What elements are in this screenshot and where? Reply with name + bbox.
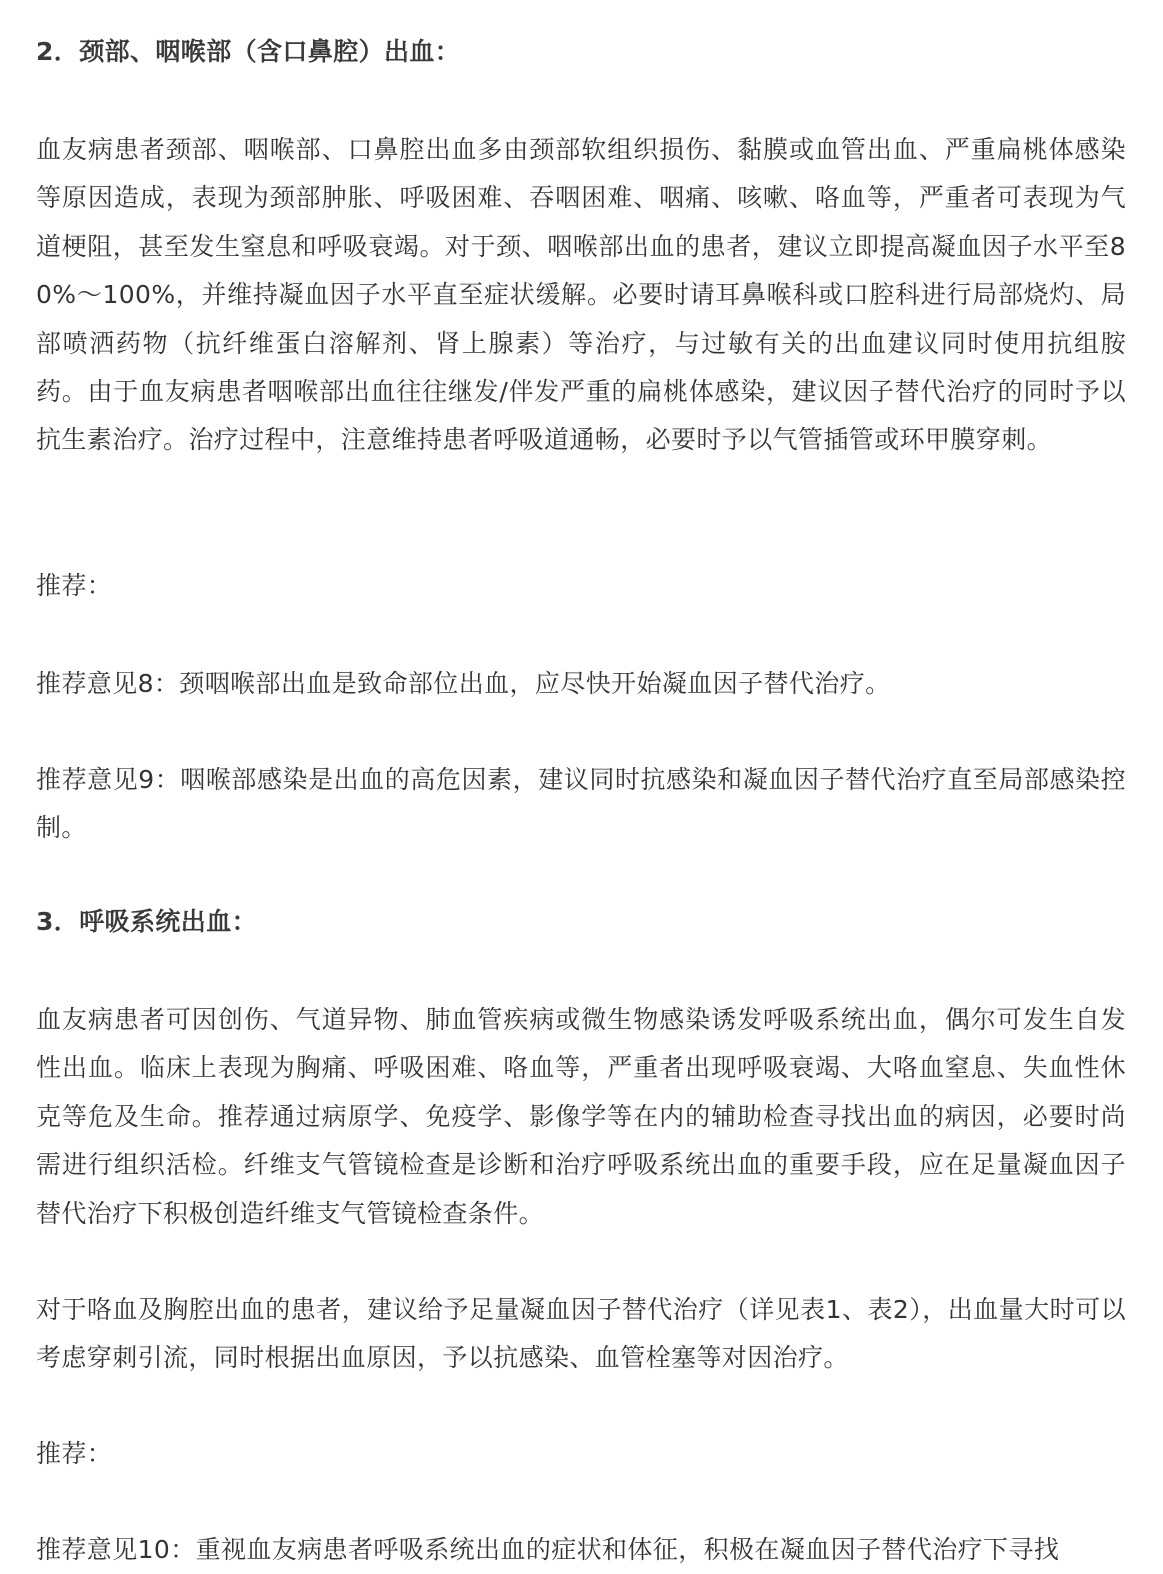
paragraph-text-after-links: ），出血量大时可以考虑穿刺引流，同时根据出血原因，予以抗感染、血管栓塞等对因治疗。: [36, 1295, 1126, 1373]
recommendation-8: 推荐意见8：颈咽喉部出血是致命部位出血，应尽快开始凝血因子替代治疗。: [36, 669, 891, 698]
paragraph-hemoptysis-treatment: [36, 1286, 1126, 1383]
paragraph-text-before-links: 对于咯血及胸腔出血的患者，建议给予足量凝血因子替代治疗（详见: [36, 1295, 801, 1324]
recommendation-10: 推荐意见10：重视血友病患者呼吸系统出血的症状和体征，积极在凝血因子替代治疗下寻找: [36, 1535, 1060, 1564]
table-1-link[interactable]: 表1: [800, 1295, 842, 1324]
section-heading-neck-throat-bleeding: 2．颈部、咽喉部（含口鼻腔）出血：: [36, 37, 461, 66]
recommend-label: 推荐：: [36, 571, 113, 600]
table-2-link[interactable]: 表2: [867, 1295, 910, 1324]
paragraph-respiratory-bleeding: 血友病患者可因创伤、气道异物、肺血管疾病或微生物感染诱发呼吸系统出血，偶尔可发生自发性出血。临床上表现为胸痛、呼吸困难、咯血等，严重者出现呼吸衰竭、大咯血窒息、失血性休克等危及生命。推荐通过病原学、免疫学、影像学等在内的辅助检查寻找出血的病因，必要时尚需进行组织活检。纤维支气管镜检查是诊断和治疗呼吸系统出血的重要手段，应在足量凝血因子替代治疗下积极创造纤维支气管镜检查条件。: [36, 1005, 1126, 1228]
link-separator: 、: [841, 1295, 868, 1324]
recommend-label: 推荐：: [36, 1439, 113, 1468]
recommendation-9: 推荐意见9：咽喉部感染是出血的高危因素，建议同时抗感染和凝血因子替代治疗直至局部感染控制。: [36, 765, 1126, 843]
paragraph-neck-throat-bleeding: 血友病患者颈部、咽喉部、口鼻腔出血多由颈部软组织损伤、黏膜或血管出血、严重扁桃体感染等原因造成，表现为颈部肿胀、呼吸困难、吞咽困难、咽痛、咳嗽、咯血等，严重者可表现为气道梗阻，甚至发生窒息和呼吸衰竭。对于颈、咽喉部出血的患者，建议立即提高凝血因子水平至80%～100%，并维持凝血因子水平直至症状缓解。必要时请耳鼻喉科或口腔科进行局部烧灼、局部喷洒药物（抗纤维蛋白溶解剂、肾上腺素）等治疗，与过敏有关的出血建议同时使用抗组胺药。由于血友病患者咽喉部出血往往继发/伴发严重的扁桃体感染，建议因子替代治疗的同时予以抗生素治疗。治疗过程中，注意维持患者呼吸道通畅，必要时予以气管插管或环甲膜穿刺。: [36, 135, 1126, 455]
section-heading-respiratory-bleeding: 3．呼吸系统出血：: [36, 907, 257, 936]
